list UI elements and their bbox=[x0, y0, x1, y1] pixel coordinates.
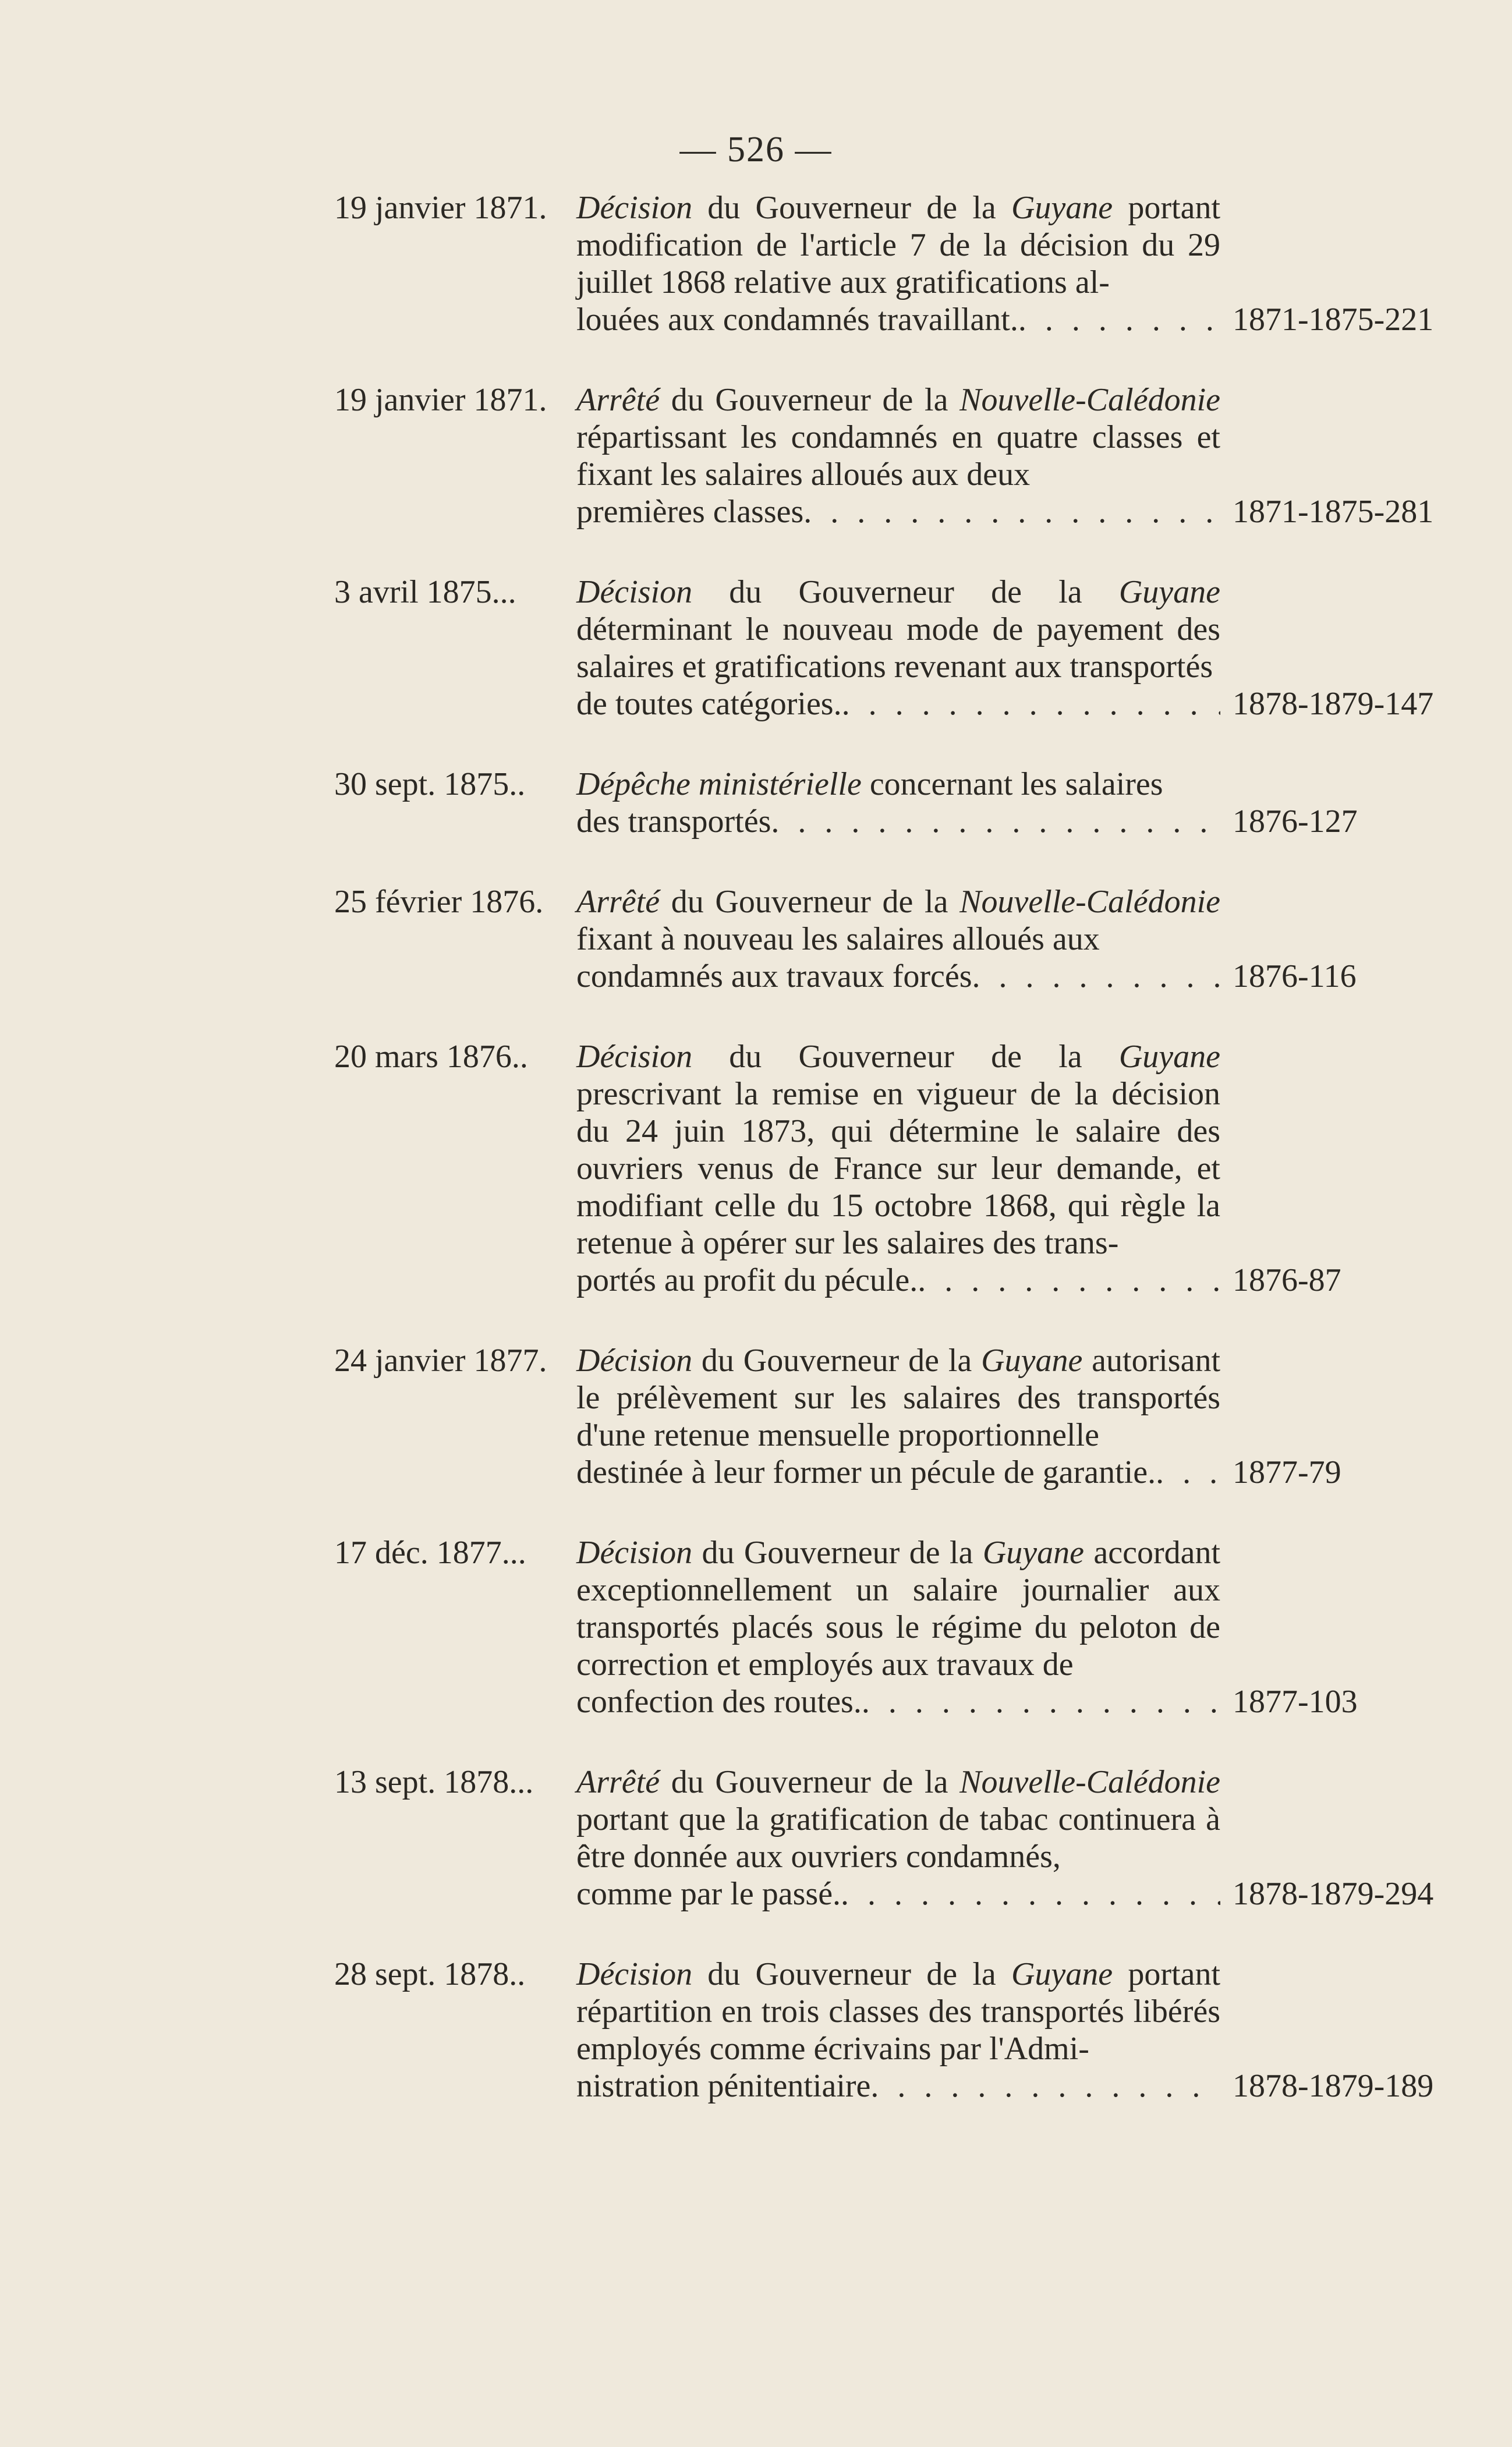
entry-rest: autorisant le prélèvement sur les salaires des transportés d'une retenue mensuelle proportionnelle bbox=[576, 1343, 1221, 1453]
entry-type: Dépêche ministérielle bbox=[576, 766, 862, 802]
entry-type: Arrêté bbox=[576, 1764, 660, 1800]
entry-text bbox=[576, 1342, 1220, 1491]
entry-date: 3 avril 1875... bbox=[334, 574, 516, 610]
entry bbox=[0, 1038, 1512, 1299]
entry-rest: fixant à nouveau les salaires alloués aux bbox=[576, 921, 1100, 957]
entry-rest: déterminant le nouveau mode de payement des salaires et gratifications revenant aux transportés bbox=[576, 611, 1220, 685]
entry-reference: 1878-1879-189 bbox=[1233, 2068, 1434, 2104]
entry-date: 17 déc. 1877... bbox=[334, 1535, 526, 1571]
entry-date: 19 janvier 1871. bbox=[334, 190, 547, 226]
entry bbox=[0, 766, 1512, 840]
entry-place: Guyane bbox=[1118, 574, 1220, 610]
entry-text bbox=[576, 381, 1220, 530]
entry bbox=[0, 883, 1512, 995]
entry-type: Décision bbox=[576, 190, 693, 226]
entry-rest: portant modification de l'article 7 de la décision du 29 juillet 1868 relative aux gratifications al- bbox=[576, 190, 1221, 300]
entry-type: Arrêté bbox=[576, 382, 660, 418]
entry-type: Décision bbox=[576, 1343, 693, 1379]
entry-rest: portant répartition en trois classes des transportés libérés employés comme écrivains par l'Admi- bbox=[576, 1956, 1221, 2067]
dot-leader bbox=[803, 493, 1220, 530]
dot-leader bbox=[771, 803, 1220, 840]
entry bbox=[0, 1956, 1512, 2105]
entry bbox=[0, 189, 1512, 338]
dot-leader bbox=[1018, 301, 1220, 338]
entry-body: du Gouverneur de la bbox=[692, 190, 1011, 226]
entry-date: 13 sept. 1878... bbox=[334, 1764, 534, 1800]
entry-place: Nouvelle-Calédonie bbox=[959, 1764, 1220, 1800]
entry-text bbox=[576, 1038, 1220, 1299]
entry-text bbox=[576, 1956, 1220, 2105]
entry-last-line: des transportés bbox=[576, 803, 771, 840]
entry-place: Guyane bbox=[981, 1343, 1083, 1379]
entry-body: du Gouverneur de la bbox=[660, 884, 960, 920]
entry-body: du Gouverneur de la bbox=[692, 1535, 983, 1571]
dot-leader bbox=[841, 1875, 1220, 1913]
dot-leader bbox=[862, 1683, 1220, 1720]
entry bbox=[0, 1534, 1512, 1720]
entry-type: Décision bbox=[576, 1039, 693, 1075]
entry-date: 20 mars 1876.. bbox=[334, 1039, 528, 1075]
entry-place: Guyane bbox=[982, 1535, 1084, 1571]
entry-reference: 1877-79 bbox=[1233, 1454, 1341, 1490]
dot-leader bbox=[972, 958, 1221, 995]
entry-body: du Gouverneur de la bbox=[692, 1039, 1119, 1075]
dot-leader bbox=[870, 2067, 1220, 2105]
entry-text bbox=[576, 189, 1220, 338]
entry-place: Nouvelle-Calédonie bbox=[959, 382, 1220, 418]
entry-date: 19 janvier 1871. bbox=[334, 382, 547, 418]
entries-list bbox=[0, 189, 1512, 2148]
entry-last-line: louées aux condamnés travaillant. bbox=[576, 302, 1018, 338]
dot-leader bbox=[842, 685, 1220, 723]
entry-last-line: de toutes catégories. bbox=[576, 686, 842, 722]
page-number: — 526 — bbox=[679, 130, 833, 169]
entry-date: 24 janvier 1877. bbox=[334, 1343, 547, 1379]
entry-body: du Gouverneur de la bbox=[692, 1956, 1011, 1992]
entry-place: Guyane bbox=[1011, 190, 1113, 226]
entry-reference: 1876-87 bbox=[1233, 1262, 1341, 1298]
entry-body: du Gouverneur de la bbox=[692, 1343, 982, 1379]
entry-rest: portant que la gratification de tabac continuera à être donnée aux ouvriers condamnés, bbox=[576, 1801, 1220, 1875]
entry-last-line: nistration pénitentiaire bbox=[576, 2068, 871, 2104]
entry-rest: prescrivant la remise en vigueur de la décision du 24 juin 1873, qui détermine le salaire des ouvriers venus de France sur leur demande, et modifiant celle du 15 octobre 1868, qui règle la retenue à opérer sur les salaires des trans- bbox=[576, 1076, 1220, 1261]
entry-type: Décision bbox=[576, 1956, 693, 1992]
entry bbox=[0, 1763, 1512, 1913]
entry-last-line: destinée à leur former un pécule de garantie. bbox=[576, 1454, 1156, 1490]
entry-reference: 1876-127 bbox=[1233, 803, 1358, 840]
entry-text bbox=[576, 1763, 1220, 1913]
entry bbox=[0, 381, 1512, 530]
entry-place: Guyane bbox=[1118, 1039, 1220, 1075]
entry-reference: 1871-1875-281 bbox=[1233, 494, 1434, 530]
entry-reference: 1876-116 bbox=[1233, 958, 1357, 994]
entry-rest: répartissant les condamnés en quatre classes et fixant les salaires alloués aux deux bbox=[576, 419, 1220, 493]
entry-reference: 1871-1875-221 bbox=[1233, 302, 1434, 338]
entry-body: du Gouverneur de la bbox=[692, 574, 1119, 610]
entry-text bbox=[576, 573, 1220, 723]
entry-last-line: condamnés aux travaux forcés bbox=[576, 958, 972, 994]
entry-date: 30 sept. 1875.. bbox=[334, 766, 526, 802]
entry-text bbox=[576, 1534, 1220, 1720]
entry-type: Arrêté bbox=[576, 884, 660, 920]
entry-rest: accordant exceptionnellement un salaire journalier aux transportés placés sous le régime du peloton de correction et employés aux travaux de bbox=[576, 1535, 1221, 1683]
entry-reference: 1878-1879-294 bbox=[1233, 1876, 1434, 1912]
entry bbox=[0, 1342, 1512, 1491]
entry-type: Décision bbox=[576, 574, 693, 610]
entry-last-line: portés au profit du pécule. bbox=[576, 1262, 918, 1298]
entry-body: concernant les salaires bbox=[861, 766, 1163, 802]
entry-text bbox=[576, 883, 1220, 995]
entry-reference: 1878-1879-147 bbox=[1233, 686, 1434, 722]
entry bbox=[0, 573, 1512, 723]
entry-date: 28 sept. 1878.. bbox=[334, 1956, 526, 1992]
entry-body: du Gouverneur de la bbox=[660, 382, 960, 418]
entry-type: Décision bbox=[576, 1535, 693, 1571]
entry-last-line: comme par le passé. bbox=[576, 1876, 841, 1912]
entry-place: Guyane bbox=[1011, 1956, 1113, 1992]
entry-reference: 1877-103 bbox=[1233, 1684, 1358, 1720]
entry-text bbox=[576, 766, 1220, 840]
dot-leader bbox=[918, 1262, 1220, 1299]
dot-leader bbox=[1156, 1454, 1220, 1491]
entry-last-line: confection des routes. bbox=[576, 1684, 862, 1720]
entry-date: 25 février 1876. bbox=[334, 884, 544, 920]
entry-last-line: premières classes bbox=[576, 494, 804, 530]
entry-place: Nouvelle-Calédonie bbox=[959, 884, 1220, 920]
entry-body: du Gouverneur de la bbox=[660, 1764, 960, 1800]
